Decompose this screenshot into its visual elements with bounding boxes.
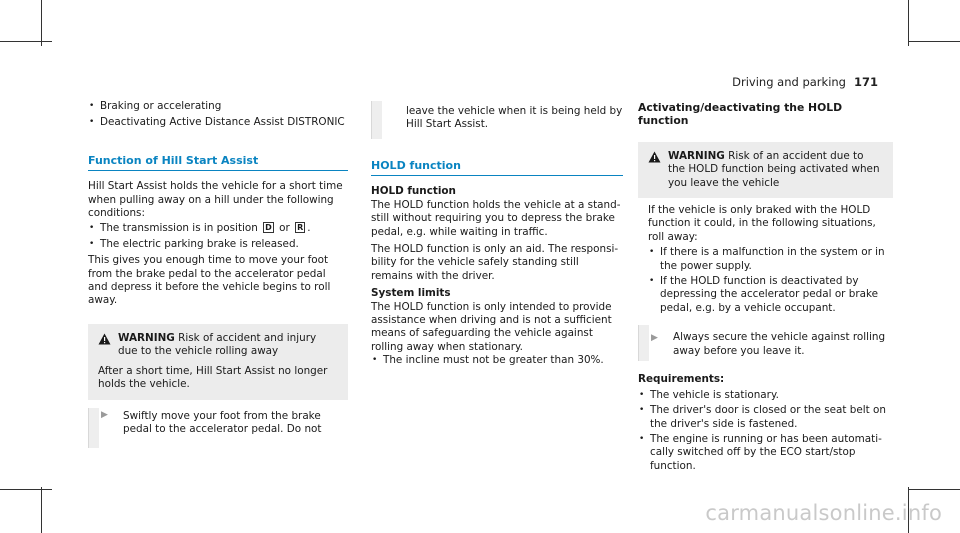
- bullet-list: [648, 246, 889, 315]
- list-item: • Deactivating Active Distance Assist DISTRONIC: [88, 116, 348, 129]
- watermark: carmanualsonline.info: [705, 501, 942, 525]
- condition-text: The transmission is in position: [100, 222, 258, 235]
- warning-triangle-icon: [648, 151, 661, 163]
- paragraph: The HOLD function holds the vehicle at a standstill without requiring you to depress the brake pedal, e.g. while waiting in traffic.: [371, 198, 621, 238]
- crop-mark-br-h: [908, 489, 960, 490]
- crop-mark-tr-h: [908, 41, 960, 42]
- instruction-step-cont: [371, 101, 623, 139]
- running-header: [732, 75, 878, 89]
- condition-list: [88, 222, 348, 251]
- paragraph: The HOLD function is only an aid. The responsibility for the vehicle safely standing still remains with the driver.: [371, 243, 619, 282]
- step-body: [639, 325, 893, 358]
- warning-triangle-icon: [98, 333, 111, 345]
- condition-text: or: [279, 222, 290, 235]
- subheading: System limits: [371, 287, 451, 300]
- warning-label: WARNING: [118, 331, 175, 344]
- section-heading: Activating/deactivating the HOLD function: [638, 101, 843, 128]
- paragraph: This gives you enough time to move your foot from the brake pedal to the accelerator pedal and depress it before the vehicle begins to roll away.: [88, 254, 331, 307]
- warning-box: [88, 324, 348, 400]
- warning-body: If the vehicle is only braked with the HOLD function it could, in the following situations, roll away:: [648, 204, 876, 243]
- list-item: • If the HOLD function is deactivated by depressing the accelerator pedal or brake pedal, e.g. by a vehicle occupant.: [648, 275, 889, 315]
- step-text: Always secure the vehicle against rolling away before you leave it.: [673, 331, 886, 357]
- list-item: [88, 222, 348, 235]
- list-item: • The incline must not be greater than 30%.: [371, 354, 623, 367]
- crop-mark-bl-h: [0, 489, 52, 490]
- condition-text: .: [307, 222, 311, 235]
- gear-r-icon: R: [297, 223, 304, 233]
- bullet-list: [371, 354, 623, 367]
- warning-text: Risk of accident and injury due to the vehicle rolling away: [118, 331, 317, 358]
- step-text: Swiftly move your foot from the brake pedal to the accelerator pedal. Do not: [123, 409, 322, 435]
- crop-mark-bl-v: [41, 487, 42, 533]
- header-section: Driving and parking: [732, 75, 846, 89]
- list-item: • The engine is running or has been automatically switched off by the ECO start/stop function.: [638, 433, 893, 473]
- crop-mark-tr-v: [908, 0, 909, 46]
- section-title: Function of Hill Start Assist: [88, 154, 348, 171]
- instruction-step: [638, 325, 893, 361]
- list-item: • If there is a malfunction in the system or in the power supply.: [648, 246, 889, 273]
- bullet-list: [638, 389, 893, 473]
- paragraph: Hill Start Assist holds the vehicle for a short time when pulling away on a hill under the following conditions:: [88, 180, 343, 220]
- warning-continued: [638, 198, 893, 315]
- crop-mark-tl-v: [41, 0, 42, 46]
- subheading: Requirements:: [638, 373, 725, 386]
- list-item: • The driver's door is closed or the seat belt on the driver's side is fastened.: [638, 404, 893, 431]
- step-body: [89, 408, 348, 437]
- column-3: [638, 101, 893, 473]
- list-item: • Braking or accelerating: [88, 100, 348, 113]
- warning-label: WARNING: [668, 149, 725, 162]
- step-body: [372, 101, 623, 132]
- warning-body: After a short time, Hill Start Assist no longer holds the vehicle.: [98, 364, 328, 391]
- subheading: HOLD function: [371, 185, 456, 198]
- list-item: • The electric parking brake is released.: [88, 238, 348, 251]
- column-2: [371, 101, 623, 368]
- page-number: 171: [853, 75, 878, 89]
- instruction-step: [88, 408, 348, 448]
- warning-box: [638, 142, 893, 198]
- paragraph: The HOLD function is only intended to provide assistance when driving and is not a sufficient means of safeguarding the vehicle against rolling away when stationary.: [371, 300, 612, 353]
- step-text: leave the vehicle when it is being held by Hill Start Assist.: [406, 105, 623, 131]
- section-title: HOLD function: [371, 159, 623, 176]
- list-item: • The vehicle is stationary.: [638, 389, 893, 402]
- step-arrow-icon: ▶: [651, 333, 658, 344]
- gear-d-icon: D: [265, 223, 272, 233]
- warning-header: [98, 332, 338, 359]
- warning-header: [648, 150, 883, 190]
- column-1: [88, 100, 348, 448]
- bullet-list: [88, 100, 348, 130]
- crop-mark-tl-h: [0, 41, 52, 42]
- warning-text: Risk of an accident due to the HOLD function being activated when you leave the vehicle: [668, 149, 880, 189]
- step-arrow-icon: ▶: [101, 409, 108, 420]
